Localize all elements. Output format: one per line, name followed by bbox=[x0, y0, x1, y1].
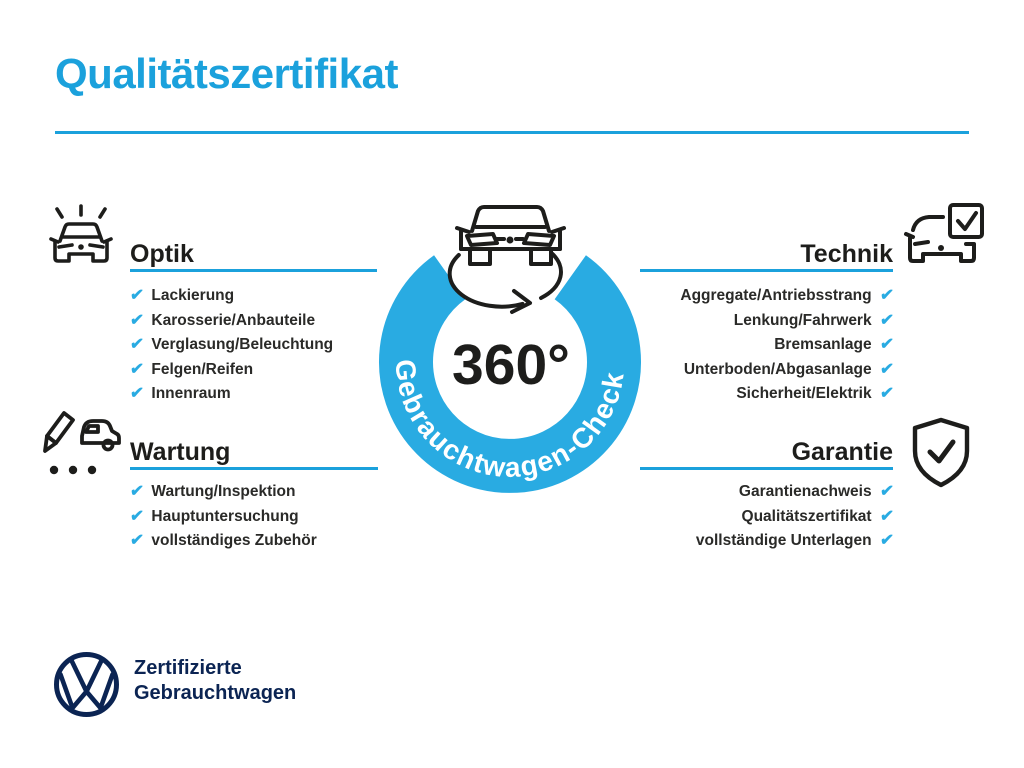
section-header-wartung: Wartung bbox=[130, 438, 231, 466]
car-rotation-icon bbox=[450, 207, 564, 312]
optik-check-list bbox=[130, 284, 333, 407]
vw-logo bbox=[52, 650, 121, 719]
check-icon: ✔ bbox=[878, 311, 894, 329]
check-item: ✔ Lackierung bbox=[129, 287, 235, 305]
check-icon: ✔ bbox=[129, 507, 145, 525]
check-item: Sicherheit/Elektrik ✔ bbox=[736, 385, 894, 403]
check-item: ✔ Felgen/Reifen bbox=[129, 360, 254, 378]
check-icon: ✔ bbox=[129, 385, 145, 403]
brand-text bbox=[134, 656, 296, 706]
check-item: Garantienachweis ✔ bbox=[738, 483, 894, 501]
car-checkbox-icon bbox=[903, 202, 987, 276]
check-item: Lenkung/Fahrwerk ✔ bbox=[733, 311, 894, 329]
check-item: Aggregate/Antriebsstrang ✔ bbox=[680, 287, 894, 305]
check-icon: ✔ bbox=[129, 311, 145, 329]
ring-label: Gebrauchtwagen-Check bbox=[389, 358, 630, 484]
shield-check-icon bbox=[906, 414, 976, 492]
360-check-emblem bbox=[368, 183, 660, 517]
check-icon: ✔ bbox=[129, 360, 145, 378]
section-rule-wartung bbox=[130, 467, 378, 470]
title-divider bbox=[55, 131, 969, 134]
check-icon: ✔ bbox=[129, 532, 145, 550]
check-icon: ✔ bbox=[878, 483, 894, 501]
check-item: vollständige Unterlagen ✔ bbox=[695, 532, 894, 550]
section-header-garantie: Garantie bbox=[791, 438, 893, 466]
check-icon: ✔ bbox=[129, 483, 145, 501]
check-icon: ✔ bbox=[129, 287, 145, 305]
section-rule-technik bbox=[640, 269, 893, 272]
check-item: ✔ Innenraum bbox=[129, 385, 231, 403]
brand-line2: Gebrauchtwagen bbox=[134, 682, 297, 704]
section-rule-optik bbox=[130, 269, 377, 272]
check-icon: ✔ bbox=[878, 385, 894, 403]
section-header-optik: Optik bbox=[130, 240, 194, 268]
check-icon: ✔ bbox=[878, 507, 894, 525]
check-icon: ✔ bbox=[878, 532, 894, 550]
check-item: ✔ Karosserie/Anbauteile bbox=[129, 311, 316, 329]
check-item: Qualitätszertifikat ✔ bbox=[741, 507, 894, 525]
pencil-car-icon bbox=[40, 406, 124, 484]
check-icon: ✔ bbox=[878, 360, 894, 378]
check-item: ✔ Hauptuntersuchung bbox=[129, 507, 299, 525]
check-icon: ✔ bbox=[878, 336, 894, 354]
section-header-technik: Technik bbox=[800, 240, 893, 268]
brand-line1: Zertifizierte bbox=[134, 657, 242, 679]
section-rule-garantie bbox=[640, 467, 893, 470]
check-item: Bremsanlage ✔ bbox=[774, 336, 894, 354]
check-item: ✔ Verglasung/Beleuchtung bbox=[129, 336, 334, 354]
check-icon: ✔ bbox=[129, 336, 145, 354]
check-item: ✔ vollständiges Zubehör bbox=[129, 532, 317, 550]
degree-label: 360° bbox=[452, 333, 570, 397]
check-icon: ✔ bbox=[878, 287, 894, 305]
wartung-check-list bbox=[130, 480, 317, 554]
page-title: Qualitätszertifikat bbox=[55, 50, 398, 97]
check-item: Unterboden/Abgasanlage ✔ bbox=[683, 360, 894, 378]
check-item: ✔ Wartung/Inspektion bbox=[129, 483, 296, 501]
car-shine-icon bbox=[46, 202, 116, 276]
